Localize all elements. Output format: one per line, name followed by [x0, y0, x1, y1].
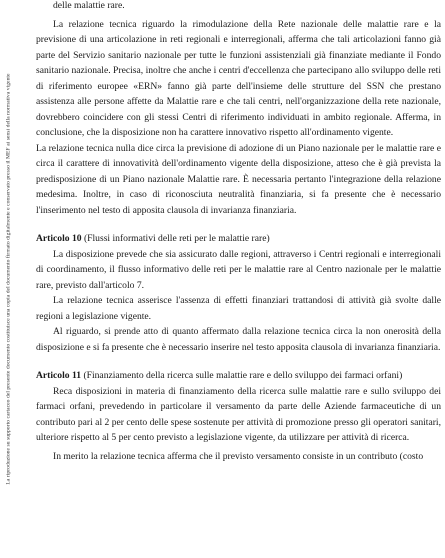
- articolo-10-paragraph-1: La disposizione prevede che sia assicurato dalle regioni, attraverso i Centri regionali e interregionali di coordinamento, il flusso informativo delle reti per le malattie rare al Centro nazionale per le malattie rare, previsto dall'articolo 7.: [36, 248, 441, 291]
- articolo-10-subtitle: (Flussi informativi delle reti per le malattie rare): [83, 233, 270, 244]
- top-continuation-line: delle malattie rare.: [53, 0, 125, 11]
- margin-certification-note: [4, 2, 14, 556]
- margin-certification-text: La riproduzione su supporto cartaceo del presente documento costituisce una copia del documento firmato digitalmente e conservato presso il MEF ai sensi della normativa vigente: [6, 73, 12, 485]
- articolo-11-subtitle: (Finanziamento della ricerca sulle malattie rare e dello sviluppo dei farmaci orfani): [83, 370, 403, 381]
- articolo-10-paragraph-2: La relazione tecnica asserisce l'assenza di effetti finanziari trattandosi di attività già svolte dalle regioni a legislazione vigente.: [36, 295, 441, 322]
- articolo-11-paragraph-1: Reca disposizioni in materia di finanziamento della ricerca sulle malattie rare e sullo sviluppo dei farmaci orfani, prevedendo in particolare il versamento da parte delle Aziende farmaceutiche di un contributo pari al 2 per cento delle spese sostenute per attività di promozione presso gli operatori sanitari, ulteriore rispetto al 5 per cento previsto a legislazione vigente, da utilizzare per attività di ricerca.: [36, 385, 441, 443]
- articolo-11-label: Articolo 11: [36, 370, 82, 381]
- paragraph-piano-nazionale: La relazione tecnica nulla dice circa la previsione di adozione di un Piano nazionale per le malattie rare e circa il carattere di innovatività dell'ordinamento vigente della disposizione, atteso che è già prevista la predisposizione di un Piano nazionale Malattie rare. È necessaria pertanto l'integrazione della relazione medesima. Inoltre, in caso di riconosciuta neutralità finanziaria, si fa presente che è necessario l'inserimento nel testo di apposita clausola di invarianza finanziaria.: [36, 142, 441, 216]
- paragraph-rete-nazionale: La relazione tecnica riguardo la rimodulazione della Rete nazionale delle malattie rare e la previsione di una articolazione in reti regionali e interregionali, afferma che tali articolazioni fanno già parte del Servizio sanitario nazionale per tutte le funzioni assistenziali già finanziate mediante il Fondo sanitario nazionale. Precisa, inoltre che anche i centri d'eccellenza che partecipano allo sviluppo delle reti di riferimento europee «ERN» fanno già parte dell'insieme delle strutture del SSN che prestano assistenza alle persone affette da Malattie rare e che tali centri, nell'organizzazione della rete nazionale, dovrebbero coincidere con gli stessi Centri di riferimento individuati in ambito regionale. Afferma, in conclusione, che la disposizione non ha carattere innovativo rispetto all'ordinamento vigente.: [36, 18, 441, 138]
- articolo-11-heading: [36, 368, 441, 384]
- articolo-10-label: Articolo 10: [36, 233, 82, 244]
- document-page: [36, 0, 441, 558]
- articolo-10-heading: [36, 231, 441, 247]
- articolo-11-paragraph-2: In merito la relazione tecnica afferma che il previsto versamento consiste in un contributo (costo: [53, 450, 424, 462]
- articolo-10-paragraph-3: Al riguardo, si prende atto di quanto affermato dalla relazione tecnica circa la non onerosità della disposizione e si fa presente che è necessario inserire nel testo apposita clausola di invarianza finanziaria.: [36, 326, 441, 353]
